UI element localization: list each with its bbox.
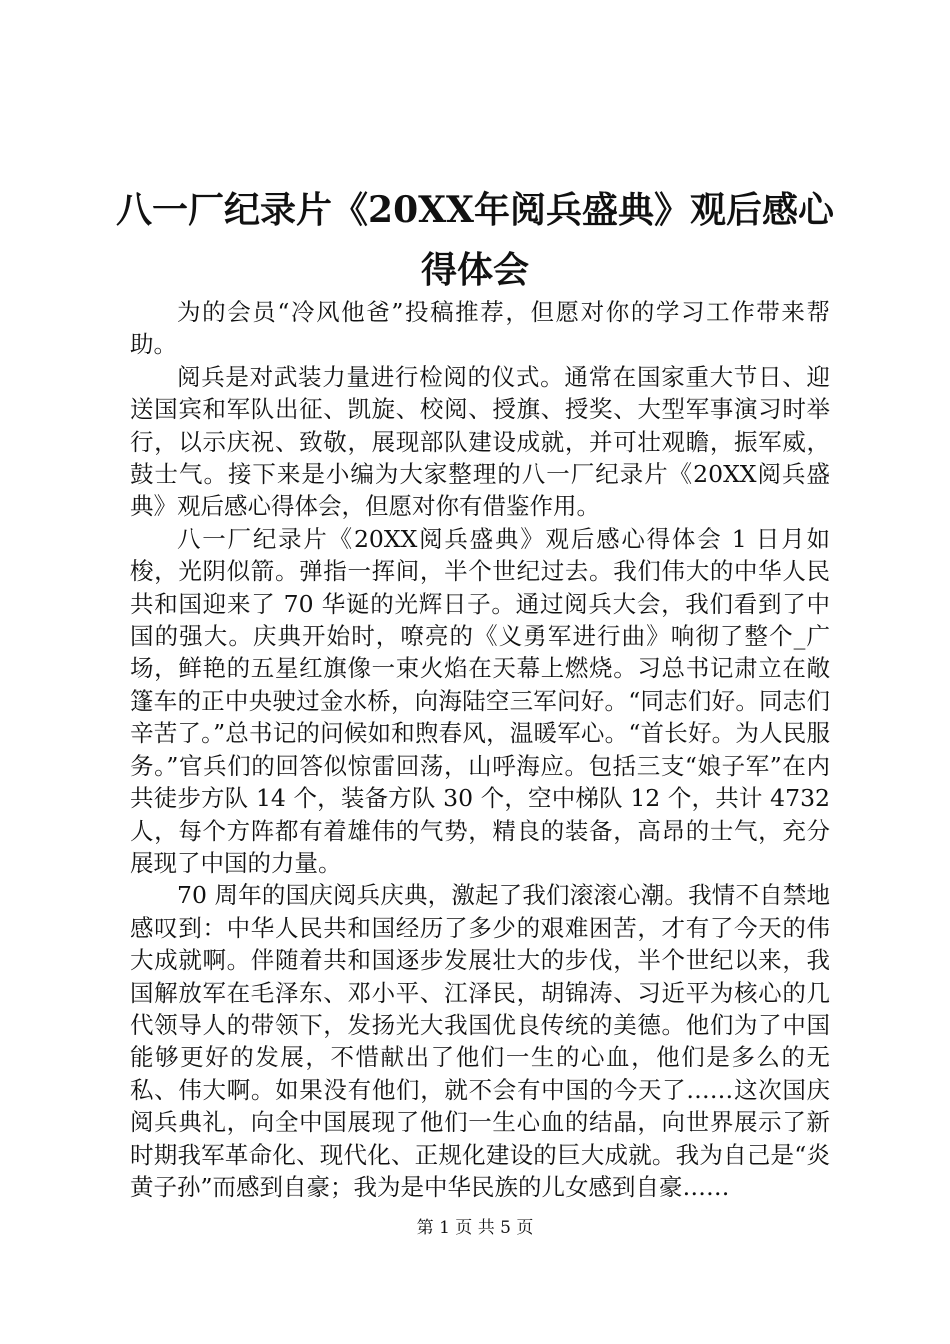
document-title-line-2: 得体会 [420,249,529,291]
document-body [130,296,830,1203]
body-paragraph-essay-2: 70 周年的国庆阅兵庆典，激起了我们滚滚心潮。我情不自禁地感叹到：中华人民共和国经历了多少的艰难困苦，才有了今天的伟大成就啊。伴随着共和国逐步发展壮大的步伐，半个世纪以来，我国解放军在毛泽东、邓小平、江泽民，胡锦涛、习近平为核心的几代领导人的带领下，发扬光大我国优良传统的美德。他们为了中国能够更好的发展，不惜献出了他们一生的心血，他们是多么的无私、伟大啊。如果没有他们，就不会有中国的今天了……这次国庆阅兵典礼，向全中国展现了他们一生心血的结晶，向世界展示了新时期我军革命化、现代化、正规化建设的巨大成就。我为自己是“炎黄子孙”而感到自豪；我为是中华民族的儿女感到自豪…… [130,881,830,1201]
body-paragraph-review-definition: 阅兵是对武装力量进行检阅的仪式。通常在国家重大节日、迎送国宾和军队出征、凯旋、校阅、授旗、授奖、大型军事演习时举行，以示庆祝、致敬，展现部队建设成就，并可壮观瞻，振军威，鼓士气。接下来是小编为大家整理的八一厂纪录片《20XX阅兵盛典》观后感心得体会，但愿对你有借鉴作用。 [130,362,830,521]
body-paragraph-essay-1: 八一厂纪录片《20XX阅兵盛典》观后感心得体会 1 日月如梭，光阴似箭。弹指一挥间，半个世纪过去。我们伟大的中华人民共和国迎来了 70 华诞的光辉日子。通过阅兵大会，我们看到了中国的强大。庆典开始时，嘹亮的《义勇军进行曲》响彻了整个_广场，鲜艳的五星红旗像一束火焰在天幕上燃烧。习总书记肃立在敞篷车的正中央驶过金水桥，向海陆空三军问好。“同志们好。同志们辛苦了。”总书记的问候如和煦春风，温暖军心。“首长好。为人民服务。”官兵们的回答似惊雷回荡，山呼海应。包括三支“娘子军”在内共徒步方队 14 个，装备方队 30 个，空中梯队 12 个，共计 4732 人，每个方阵都有着雄伟的气势，精良的装备，高昂的士气，充分展现了中国的力量。 [130,524,830,877]
body-paragraph-intro: 为的会员“冷风他爸”投稿推荐，但愿对你的学习工作带来帮助。 [130,298,830,359]
document-title-line-1: 八一厂纪录片《20XX年阅兵盛典》观后感心 [116,189,834,231]
page-number-footer: 第 1 页 共 5 页 [416,1218,534,1238]
